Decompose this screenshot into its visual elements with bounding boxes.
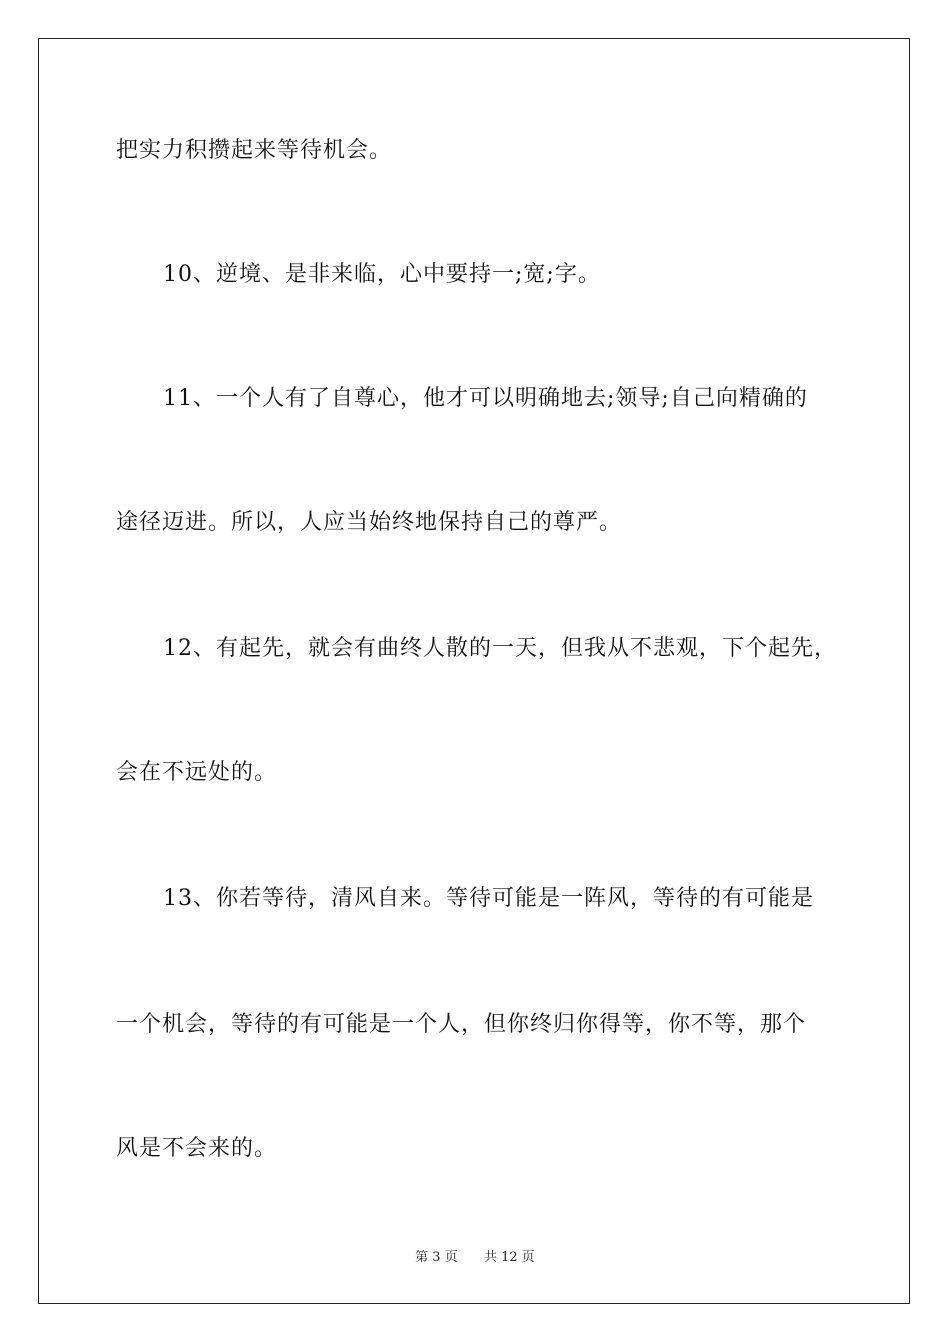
paragraph-line-8: 一个机会，等待的有可能是一个人，但你终归你得等，你不等，那个 — [116, 1012, 807, 1037]
paragraph-line-3: 11、一个人有了自尊心，他才可以明确地去;领导;自己向精确的 — [163, 386, 808, 411]
paragraph-line-4: 途径迈进。所以，人应当始终地保持自己的尊严。 — [116, 510, 623, 535]
page-total: 共 12 页 — [484, 1250, 535, 1265]
page-number: 第 3 页 — [415, 1250, 458, 1265]
paragraph-line-9: 风是不会来的。 — [116, 1136, 278, 1161]
page-footer — [0, 1246, 950, 1265]
page-border — [38, 38, 910, 1304]
paragraph-line-5: 12、有起先，就会有曲终人散的一天，但我从不悲观，下个起先， — [163, 636, 837, 661]
paragraph-line-7: 13、你若等待，清风自来。等待可能是一阵风，等待的有可能是 — [163, 886, 814, 911]
paragraph-line-6: 会在不远处的。 — [116, 760, 278, 785]
paragraph-line-1: 把实力积攒起来等待机会。 — [116, 138, 393, 163]
paragraph-line-2: 10、逆境、是非来临，心中要持一;宽;字。 — [163, 262, 601, 287]
